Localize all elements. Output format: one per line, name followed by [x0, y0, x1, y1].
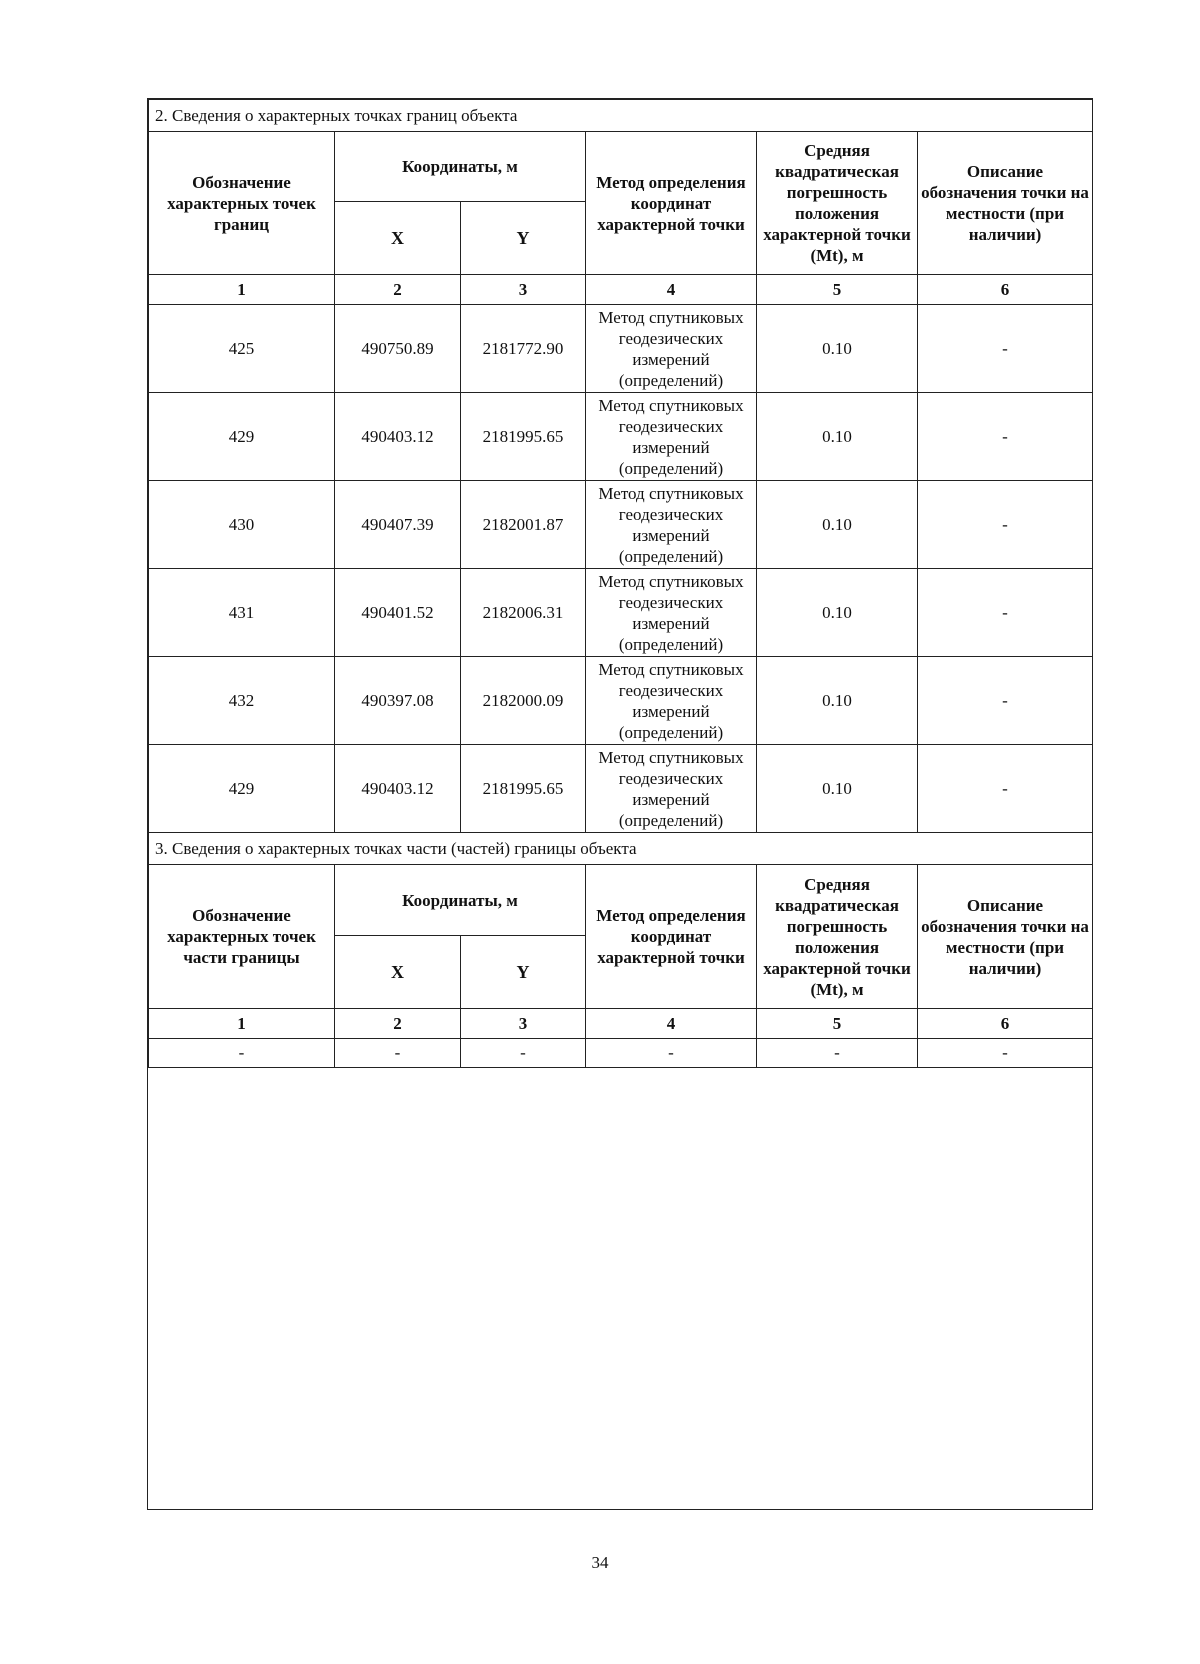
- section-3-title: 3. Сведения о характерных точках части (частей) границы объекта: [149, 833, 1093, 865]
- coordinate-y: -: [461, 1039, 586, 1068]
- header-y: Y: [461, 936, 586, 1009]
- column-number-row: [149, 275, 1093, 305]
- error-value: 0.10: [757, 481, 918, 569]
- point-designation: 432: [149, 657, 335, 745]
- header-x: X: [335, 936, 461, 1009]
- coordinate-x: 490401.52: [335, 569, 461, 657]
- point-designation: 429: [149, 745, 335, 833]
- column-number: 4: [586, 275, 757, 305]
- description-cell: -: [918, 657, 1093, 745]
- coordinate-y: 2181995.65: [461, 393, 586, 481]
- boundary-points-table: [148, 99, 1093, 1068]
- column-number: 3: [461, 275, 586, 305]
- coordinate-y: 2182001.87: [461, 481, 586, 569]
- table-row: [149, 481, 1093, 569]
- column-number: 1: [149, 1009, 335, 1039]
- coordinate-y: 2182000.09: [461, 657, 586, 745]
- column-number: 2: [335, 1009, 461, 1039]
- coordinate-x: -: [335, 1039, 461, 1068]
- error-value: 0.10: [757, 657, 918, 745]
- point-designation: 425: [149, 305, 335, 393]
- page-number: 34: [591, 1553, 609, 1572]
- coordinate-x: 490407.39: [335, 481, 461, 569]
- error-value: 0.10: [757, 393, 918, 481]
- header-description: Описание обозначения точки на местности (при наличии): [918, 132, 1093, 275]
- header-method: Метод определения координат характерной точки: [586, 865, 757, 1009]
- section-2-title: 2. Сведения о характерных точках границ объекта: [149, 100, 1093, 132]
- header-error: Средняя квадратическая погрешность положения характерной точки (Mt), м: [757, 132, 918, 275]
- column-number: 5: [757, 275, 918, 305]
- description-cell: -: [918, 569, 1093, 657]
- table-row: [149, 1039, 1093, 1068]
- point-designation: -: [149, 1039, 335, 1068]
- column-number: 4: [586, 1009, 757, 1039]
- coordinate-y: 2181995.65: [461, 745, 586, 833]
- header-y: Y: [461, 202, 586, 275]
- column-number: 6: [918, 1009, 1093, 1039]
- column-number-row: [149, 1009, 1093, 1039]
- table-row: [149, 393, 1093, 481]
- description-cell: -: [918, 481, 1093, 569]
- header-method: Метод определения координат характерной точки: [586, 132, 757, 275]
- point-designation: 430: [149, 481, 335, 569]
- description-cell: -: [918, 1039, 1093, 1068]
- coordinate-x: 490397.08: [335, 657, 461, 745]
- point-designation: 429: [149, 393, 335, 481]
- coordinate-x: 490403.12: [335, 745, 461, 833]
- description-cell: -: [918, 305, 1093, 393]
- coordinate-y: 2182006.31: [461, 569, 586, 657]
- table-row: [149, 745, 1093, 833]
- column-number: 2: [335, 275, 461, 305]
- document-frame: [147, 98, 1093, 1510]
- header-error: Средняя квадратическая погрешность положения характерной точки (Mt), м: [757, 865, 918, 1009]
- column-number: 5: [757, 1009, 918, 1039]
- header-coordinates: Координаты, м: [335, 132, 586, 202]
- description-cell: -: [918, 745, 1093, 833]
- method-cell: Метод спутниковых геодезических измерений (определений): [586, 305, 757, 393]
- error-value: -: [757, 1039, 918, 1068]
- header-coordinates: Координаты, м: [335, 865, 586, 936]
- column-number: 3: [461, 1009, 586, 1039]
- method-cell: Метод спутниковых геодезических измерений (определений): [586, 481, 757, 569]
- method-cell: Метод спутниковых геодезических измерений (определений): [586, 569, 757, 657]
- table-row: [149, 305, 1093, 393]
- table-row: [149, 657, 1093, 745]
- method-cell: Метод спутниковых геодезических измерений (определений): [586, 393, 757, 481]
- error-value: 0.10: [757, 305, 918, 393]
- method-cell: Метод спутниковых геодезических измерений (определений): [586, 657, 757, 745]
- header-x: X: [335, 202, 461, 275]
- error-value: 0.10: [757, 745, 918, 833]
- column-number: 6: [918, 275, 1093, 305]
- description-cell: -: [918, 393, 1093, 481]
- coordinate-x: 490403.12: [335, 393, 461, 481]
- header-description: Описание обозначения точки на местности (при наличии): [918, 865, 1093, 1009]
- point-designation: 431: [149, 569, 335, 657]
- method-cell: -: [586, 1039, 757, 1068]
- column-number: 1: [149, 275, 335, 305]
- method-cell: Метод спутниковых геодезических измерений (определений): [586, 745, 757, 833]
- error-value: 0.10: [757, 569, 918, 657]
- header-designation: Обозначение характерных точек границ: [149, 132, 335, 275]
- coordinate-x: 490750.89: [335, 305, 461, 393]
- coordinate-y: 2181772.90: [461, 305, 586, 393]
- table-row: [149, 569, 1093, 657]
- header-designation: Обозначение характерных точек части границы: [149, 865, 335, 1009]
